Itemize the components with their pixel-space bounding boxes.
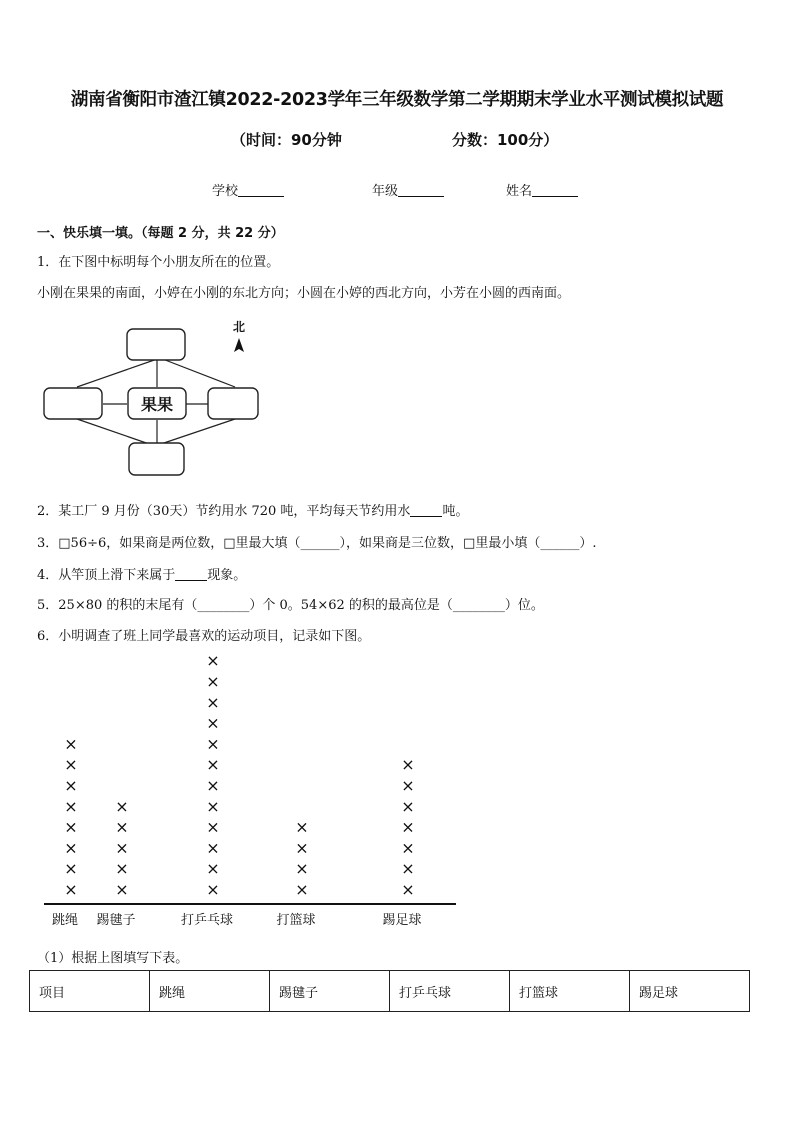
exam-score: 分数：100分） (452, 131, 559, 149)
sports-pictograph (40, 650, 470, 935)
table-header-cell: 踢足球 (630, 971, 750, 1012)
question-4-text: 4．从竿顶上滑下来属于 (37, 568, 176, 583)
pictograph-mark: × (206, 796, 220, 816)
pictograph-mark: × (206, 817, 220, 837)
question-2 (37, 500, 468, 519)
pictograph-mark: × (401, 859, 415, 879)
table-header-cell: 跳绳 (150, 971, 270, 1012)
position-diagram (40, 318, 280, 483)
pictograph-mark: × (64, 734, 78, 754)
category-label: 打篮球 (276, 913, 316, 928)
grade-blank[interactable] (398, 184, 444, 197)
question-4-end: 现象。 (207, 568, 247, 583)
question-2-blank[interactable] (410, 504, 442, 517)
exam-time: （时间：90分钟 (231, 131, 342, 149)
pictograph-mark: × (401, 817, 415, 837)
pictograph-mark: × (64, 859, 78, 879)
school-field[interactable] (212, 180, 284, 199)
question-2-unit: 吨。 (442, 504, 469, 519)
pictograph-mark: × (401, 880, 415, 899)
category-label: 踢毽子 (96, 913, 136, 928)
north-label: 北 (232, 320, 246, 334)
top-box[interactable] (127, 329, 185, 360)
pictograph-mark: × (401, 838, 415, 858)
name-blank[interactable] (532, 184, 578, 197)
pictograph-mark: × (206, 880, 220, 899)
pictograph-mark: × (206, 734, 220, 754)
category-label: 打乒乓球 (180, 913, 234, 928)
pictograph-mark: × (64, 817, 78, 837)
question-5: 5．25×80 的积的末尾有（________）个 0。54×62 的积的最高位是（________）位。 (37, 598, 544, 613)
question-4-blank[interactable] (175, 568, 207, 581)
pictograph-mark: × (64, 838, 78, 858)
section-heading: 一、快乐填一填。（每题 2 分，共 22 分） (37, 226, 284, 241)
pictograph-mark: × (64, 796, 78, 816)
pictograph-mark: × (115, 838, 129, 858)
pictograph-mark: × (206, 755, 220, 775)
pictograph-mark: × (295, 838, 309, 858)
pictograph-mark: × (295, 859, 309, 879)
question-1-description: 小刚在果果的南面，小婷在小刚的东北方向；小圆在小婷的西北方向，小芳在小圆的西南面。 (37, 286, 571, 301)
pictograph-mark: × (206, 776, 220, 795)
pictograph-mark: × (295, 880, 309, 899)
pictograph-mark: × (64, 755, 78, 775)
table-header-cell: 踢毽子 (270, 971, 390, 1012)
pictograph-mark: × (401, 755, 415, 775)
answer-table (29, 970, 750, 1012)
question-2-text: 2．某工厂 9 月份（30天）节约用水 720 吨，平均每天节约用水 (37, 504, 411, 519)
pictograph-mark: × (115, 880, 129, 899)
category-label: 跳绳 (51, 913, 79, 928)
name-label: 姓名 (506, 184, 533, 199)
bottom-box[interactable] (129, 443, 184, 475)
table-header-cell: 项目 (30, 971, 150, 1012)
pictograph-mark: × (206, 713, 220, 733)
left-box[interactable] (44, 388, 102, 419)
question-6-sub-1: （1）根据上图填写下表。 (37, 951, 189, 966)
category-label: 踢足球 (382, 913, 422, 928)
pictograph-mark: × (206, 672, 220, 691)
page-title: 湖南省衡阳市渣江镇2022-2023学年三年级数学第二学期期末学业水平测试模拟试题 (70, 90, 724, 110)
pictograph-mark: × (64, 776, 78, 795)
pictograph-mark: × (115, 859, 129, 879)
question-1: 1．在下图中标明每个小朋友所在的位置。 (37, 255, 280, 270)
question-4 (37, 564, 246, 583)
grade-field[interactable] (372, 180, 444, 199)
question-6: 6．小明调查了班上同学最喜欢的运动项目，记录如下图。 (37, 629, 371, 644)
right-box[interactable] (208, 388, 258, 419)
name-field[interactable] (506, 180, 578, 199)
pictograph-mark: × (295, 817, 309, 837)
school-blank[interactable] (238, 184, 284, 197)
table-header-cell: 打乒乓球 (390, 971, 510, 1012)
grade-label: 年级 (372, 184, 399, 199)
pictograph-mark: × (115, 796, 129, 816)
school-label: 学校 (212, 184, 239, 199)
pictograph-mark: × (206, 838, 220, 858)
pictograph-mark: × (64, 880, 78, 899)
pictograph-mark: × (206, 692, 220, 712)
pictograph-mark: × (206, 859, 220, 879)
question-3: 3．□56÷6，如果商是两位数，□里最大填（______），如果商是三位数，□里最小填（______）. (37, 536, 597, 551)
pictograph-mark: × (206, 651, 220, 671)
pictograph-mark: × (401, 796, 415, 816)
pictograph-mark: × (401, 776, 415, 795)
center-label: 果果 (140, 395, 174, 414)
table-row (30, 971, 750, 1012)
pictograph-mark: × (115, 817, 129, 837)
north-arrow-icon (234, 338, 244, 352)
table-header-cell: 打篮球 (510, 971, 630, 1012)
